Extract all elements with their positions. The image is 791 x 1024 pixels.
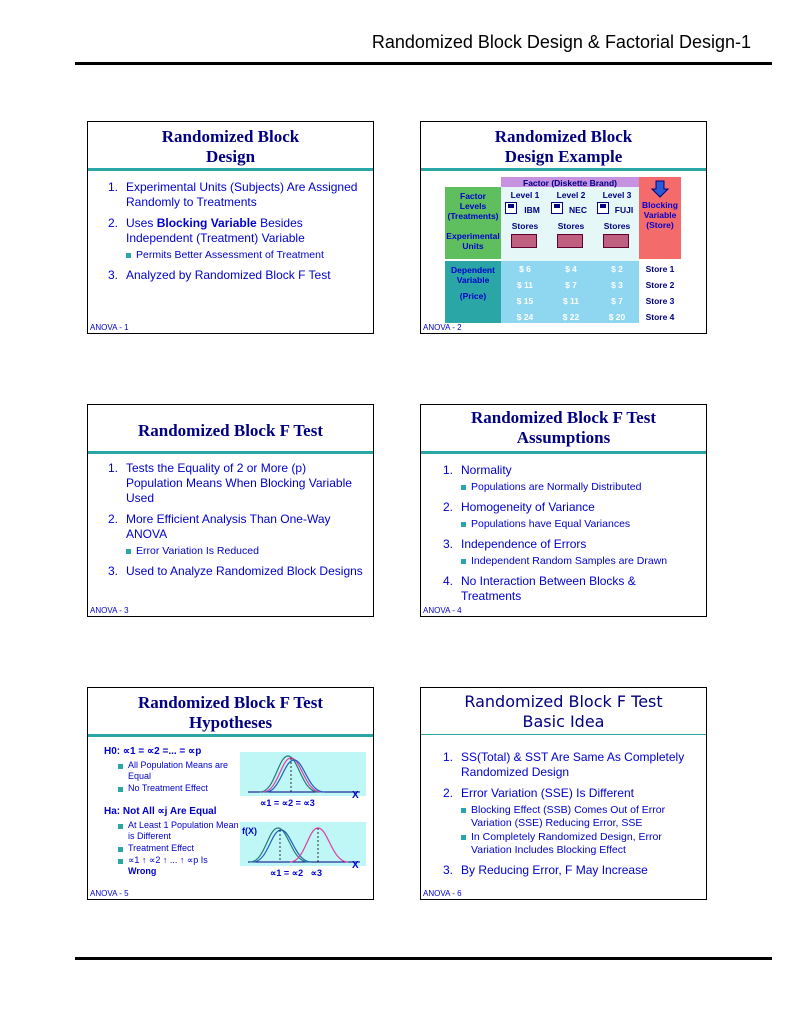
list-item: 2. Uses Blocking Variable Besides Independent (Treatment) Variable Permits Better Assessment of Treatment — [108, 216, 365, 262]
list-item: 3. By Reducing Error, F May Increase — [443, 863, 648, 877]
slide-2-title: Randomized Block Design Example — [494, 127, 633, 166]
slide-number: ANOVA - 4 — [423, 606, 462, 615]
page-header: Randomized Block Design & Factorial Design-1 — [371, 32, 751, 52]
slide-6-points — [443, 750, 698, 884]
graph-caption: ∝1 = ∝2 = ∝3 — [260, 798, 315, 808]
sub-item: At Least 1 Population Mean is Different — [118, 820, 244, 842]
list-item: 3. Independence of Errors Independent Random Samples are Drawn — [443, 537, 698, 568]
table-cell: $ 20 — [608, 312, 626, 322]
diskette-icon — [505, 202, 517, 214]
slide-2 — [420, 121, 707, 334]
slide-4 — [420, 404, 707, 617]
sub-item: Treatment Effect — [118, 843, 244, 854]
slide-4-points — [443, 463, 698, 610]
list-item: 1. Experimental Units (Subjects) Are Assigned Randomly to Treatments — [108, 180, 358, 209]
dependent-variable-label: Dependent Variable (Price) — [451, 265, 495, 301]
store-label: Store 1 — [645, 264, 675, 274]
experimental-units-label: Experimental Units — [446, 231, 500, 251]
table-cell: $ 24 — [516, 312, 534, 322]
normal-curves-unequal — [240, 822, 366, 866]
brand-label: NEC — [569, 205, 587, 215]
normal-curves-equal — [240, 752, 366, 796]
level-label: Level 1 — [510, 190, 540, 200]
table-cell: $ 4 — [565, 264, 577, 274]
list-item: 1. Normality Populations are Normally Distributed — [443, 463, 698, 494]
title-underline — [88, 451, 373, 454]
table-cell: $ 3 — [611, 280, 623, 290]
sub-item: Error Variation Is Reduced — [126, 545, 365, 558]
stores-label: Stores — [511, 221, 539, 231]
table-cell: $ 6 — [519, 264, 531, 274]
sub-item: Permits Better Assessment of Treatment — [126, 249, 365, 262]
table-cell: $ 7 — [611, 296, 623, 306]
title-underline — [421, 168, 706, 171]
graph-unequal-means — [240, 822, 366, 880]
null-hypothesis: H0: ∝1 = ∝2 =... = ∝p All Population Means are Equal No Treatment Effect — [104, 746, 244, 794]
stores-label: Stores — [557, 221, 585, 231]
sub-item: Independent Random Samples are Drawn — [461, 555, 698, 568]
table-cell: $ 7 — [565, 280, 577, 290]
slide-number: ANOVA - 1 — [90, 323, 129, 332]
level-label: Level 3 — [602, 190, 632, 200]
slide-number: ANOVA - 5 — [90, 889, 129, 898]
y-axis-label: f(X) — [242, 826, 257, 836]
list-item: 3. Analyzed by Randomized Block F Test — [108, 268, 331, 282]
diskette-icon — [551, 202, 563, 214]
x-axis-label: X — [352, 790, 359, 801]
alternative-hypothesis: Ha: Not All ∝j Are Equal At Least 1 Population Mean is Different Treatment Effect ∝1 ↑ ∝2 ↑ ... ↑ ∝p Is Wrong — [104, 806, 244, 877]
store-icon — [603, 234, 629, 248]
factor-levels-label: Factor Levels (Treatments) — [447, 191, 499, 221]
bottom-rule — [75, 957, 772, 960]
sub-item: ∝1 ↑ ∝2 ↑ ... ↑ ∝p Is Wrong — [118, 855, 244, 877]
slide-5 — [87, 687, 374, 900]
arrow-down-icon — [651, 180, 669, 198]
list-item: 2. Error Variation (SSE) Is Different Blocking Effect (SSB) Comes Out of Error Variation (SSE) Reducing Error, SSE In Completely Randomized Design, Error Variation Includes Blocking Effect — [443, 786, 698, 857]
stores-label: Stores — [603, 221, 631, 231]
title-underline — [421, 451, 706, 454]
sub-item: In Completely Randomized Design, Error Variation Includes Blocking Effect — [461, 831, 698, 857]
slide-3 — [87, 404, 374, 617]
top-rule — [75, 62, 772, 65]
blocking-variable-label: Blocking Variable (Store) — [642, 200, 678, 230]
list-item: 2. More Efficient Analysis Than One-Way ANOVA Error Variation Is Reduced — [108, 512, 365, 558]
diskette-icon — [597, 202, 609, 214]
sub-item: Populations are Normally Distributed — [461, 481, 698, 494]
sub-item: Blocking Effect (SSB) Comes Out of Error Variation (SSE) Reducing Error, SSE — [461, 804, 698, 830]
title-underline — [88, 168, 373, 171]
slide-number: ANOVA - 3 — [90, 606, 129, 615]
brand-label: IBM — [524, 205, 540, 215]
sub-item: No Treatment Effect — [118, 783, 244, 794]
slide-6 — [420, 687, 707, 900]
title-underline — [421, 734, 706, 735]
slide-3-points — [108, 461, 365, 585]
store-label: Store 2 — [645, 280, 675, 290]
slide-number: ANOVA - 2 — [423, 323, 462, 332]
store-label: Store 4 — [645, 312, 675, 322]
brand-label: FUJI — [614, 205, 634, 215]
graph-equal-means — [240, 752, 366, 810]
table-cell: $ 11 — [562, 296, 580, 306]
example-table — [445, 177, 681, 323]
store-label: Store 3 — [645, 296, 675, 306]
table-cell: $ 2 — [611, 264, 623, 274]
table-cell: $ 22 — [562, 312, 580, 322]
slide-number: ANOVA - 6 — [423, 889, 462, 898]
slide-5-title: Randomized Block F Test Hypotheses — [138, 693, 323, 732]
level-label: Level 2 — [556, 190, 586, 200]
slide-6-title: Randomized Block F Test Basic Idea — [464, 692, 663, 731]
sub-item: All Population Means are Equal — [118, 760, 244, 782]
sub-item: Populations have Equal Variances — [461, 518, 698, 531]
list-item: 1. SS(Total) & SST Are Same As Completely Randomized Design — [443, 750, 685, 779]
slide-1-points — [108, 180, 365, 289]
x-axis-label: X — [352, 860, 359, 871]
slide-1 — [87, 121, 374, 334]
list-item: 4. No Interaction Between Blocks & Treatments — [443, 574, 636, 603]
table-cell: $ 11 — [516, 280, 534, 290]
store-icon — [557, 234, 583, 248]
slide-1-title: Randomized Block Design — [161, 127, 300, 166]
slide-3-title: Randomized Block F Test — [138, 421, 323, 440]
factor-header: Factor (Diskette Brand) — [523, 178, 617, 188]
slide-4-title: Randomized Block F Test Assumptions — [471, 408, 656, 447]
title-underline — [88, 734, 373, 737]
graph-caption: ∝1 = ∝2 ∝3 — [270, 868, 323, 878]
list-item: 3. Used to Analyze Randomized Block Designs — [108, 564, 363, 578]
list-item: 2. Homogeneity of Variance Populations have Equal Variances — [443, 500, 698, 531]
list-item: 1. Tests the Equality of 2 or More (p) Population Means When Blocking Variable Used — [108, 461, 352, 505]
table-cell: $ 15 — [516, 296, 534, 306]
store-icon — [511, 234, 537, 248]
